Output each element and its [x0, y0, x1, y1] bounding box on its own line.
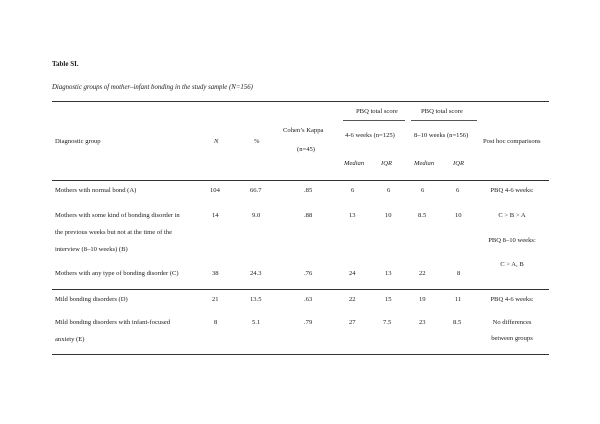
row-iqr-4-6: 15	[385, 296, 392, 303]
row-iqr-8-10: 11	[455, 296, 462, 303]
row-group-label: Mothers with some kind of bonding disorder in	[55, 212, 180, 219]
header-kappa-line2: (n=45)	[297, 146, 316, 153]
header-iqr-1: IQR	[381, 160, 392, 167]
row-percent: 24.3	[250, 270, 262, 277]
row-group-label: anxiety (E)	[55, 336, 85, 343]
row-median-4-6: 6	[351, 187, 355, 194]
row-group-label: Mothers with normal bond (A)	[55, 187, 137, 194]
row-median-4-6: 27	[349, 319, 356, 326]
row-n: 8	[214, 319, 218, 326]
table-bottom-rule	[52, 354, 549, 355]
row-kappa: .79	[304, 319, 313, 326]
row-kappa: .88	[304, 212, 313, 219]
post-hoc-line: PBQ 8–10 weeks:	[488, 237, 536, 244]
header-post-hoc: Post hoc comparisons	[483, 138, 541, 145]
row-iqr-4-6: 7.5	[383, 319, 392, 326]
row-kappa: .76	[304, 270, 313, 277]
header-bottom-rule	[52, 180, 549, 181]
table-caption: Diagnostic groups of mother–infant bonding in the study sample (N=156)	[52, 84, 253, 91]
header-percent: %	[254, 138, 260, 145]
row-median-4-6: 24	[349, 270, 356, 277]
table-title: Table SI.	[52, 60, 79, 68]
row-iqr-4-6: 13	[385, 270, 392, 277]
header-weeks-8-10: 8–10 weeks (n=156)	[414, 132, 469, 139]
row-group-label: the previous weeks but not at the time of the	[55, 229, 173, 236]
header-underline-8-10	[411, 120, 477, 121]
row-median-4-6: 22	[349, 296, 356, 303]
row-iqr-4-6: 10	[385, 212, 392, 219]
row-group-label: Mild bonding disorders (D)	[55, 296, 128, 303]
row-iqr-8-10: 6	[456, 187, 460, 194]
table-top-rule	[52, 101, 549, 102]
section-rule	[52, 289, 549, 290]
row-median-8-10: 6	[421, 187, 425, 194]
row-median-8-10: 23	[419, 319, 426, 326]
row-iqr-4-6: 6	[387, 187, 391, 194]
header-median-1: Median	[344, 160, 365, 167]
row-kappa: .85	[304, 187, 313, 194]
row-n: 21	[212, 296, 219, 303]
header-pbq-total-1: PBQ total score	[356, 108, 398, 115]
row-group-label: Mild bonding disorders with infant-focused	[55, 319, 171, 326]
post-hoc-line: PBQ 4-6 weeks:	[490, 296, 534, 303]
header-pbq-total-2: PBQ total score	[421, 108, 463, 115]
row-iqr-8-10: 8.5	[453, 319, 462, 326]
row-kappa: .63	[304, 296, 313, 303]
post-hoc-line: PBQ 4-6 weeks:	[490, 187, 534, 194]
header-median-2: Median	[414, 160, 435, 167]
post-hoc-line: No differences	[492, 319, 532, 326]
header-weeks-4-6: 4-6 weeks (n=125)	[345, 132, 395, 139]
row-percent: 5.1	[252, 319, 261, 326]
row-median-8-10: 8.5	[418, 212, 427, 219]
row-n: 104	[210, 187, 220, 194]
header-underline-4-6	[343, 120, 405, 121]
row-iqr-8-10: 8	[457, 270, 461, 277]
row-group-label: interview (8–10 weeks) (B)	[55, 246, 128, 253]
row-median-8-10: 22	[419, 270, 426, 277]
row-percent: 66.7	[250, 187, 262, 194]
header-iqr-2: IQR	[453, 160, 464, 167]
post-hoc-line: C > B > A	[498, 212, 526, 219]
header-diagnostic-group: Diagnostic group	[55, 138, 101, 145]
post-hoc-line: between groups	[491, 335, 533, 342]
post-hoc-line: C > A, B	[500, 261, 524, 268]
row-percent: 13.5	[250, 296, 262, 303]
row-n: 38	[212, 270, 219, 277]
row-median-4-6: 13	[349, 212, 356, 219]
row-n: 14	[212, 212, 219, 219]
header-n: N	[214, 138, 219, 145]
row-iqr-8-10: 10	[455, 212, 462, 219]
header-kappa-line1: Cohen’s Kappa	[283, 127, 324, 134]
row-group-label: Mothers with any type of bonding disorder (C)	[55, 270, 179, 277]
row-median-8-10: 19	[419, 296, 426, 303]
row-percent: 9.0	[252, 212, 261, 219]
